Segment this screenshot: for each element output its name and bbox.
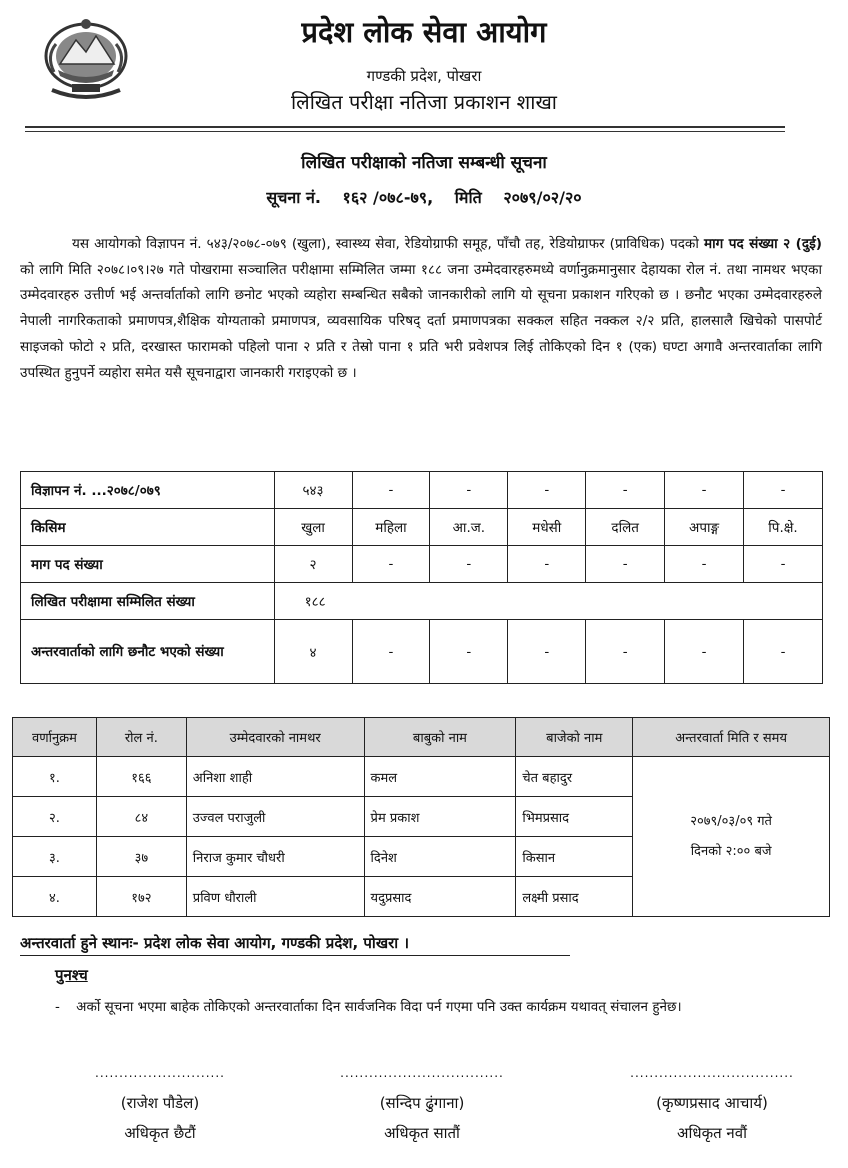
cell: - [430, 546, 508, 583]
signatory-post: अधिकृत सातौं [384, 1124, 460, 1142]
name-cell: निराज कुमार चौधरी [186, 837, 364, 877]
signatory-name: (राजेश पौडेल) [120, 1094, 200, 1112]
interview-time: दिनको २:०० बजे [690, 843, 772, 859]
summary-row-appeared [21, 583, 823, 620]
results-table [12, 717, 830, 917]
interview-datetime-cell [633, 757, 830, 917]
cell: मधेसी [508, 509, 586, 546]
signature-line: .................................. [340, 1066, 504, 1080]
row-label: विज्ञापन नं. ...२०७८/०७९ [21, 472, 275, 509]
cell: - [586, 620, 665, 684]
father-cell: दिनेश [364, 837, 516, 877]
row-label: किसिम [21, 509, 275, 546]
venue-value: प्रदेश लोक सेवा आयोग, गण्डकी प्रदेश, पोखरा । [143, 934, 410, 952]
cell: महिला [352, 509, 430, 546]
notice-date: २०७९/०२/२० [503, 188, 582, 207]
signatory-name: (कृष्णप्रसाद आचार्य) [656, 1094, 768, 1112]
cell: २ [274, 546, 352, 583]
cell: ४ [274, 620, 352, 684]
serial-cell: २. [13, 797, 97, 837]
signatory-block [50, 1058, 270, 1148]
cell: १८८ [274, 583, 822, 620]
notice-body [20, 232, 822, 386]
summary-row-type [21, 509, 823, 546]
cell: दलित [586, 509, 665, 546]
row-label: लिखित परीक्षामा सम्मिलित संख्या [21, 583, 275, 620]
cell: - [744, 472, 823, 509]
branch-title: लिखित परीक्षा नतिजा प्रकाशन शाखा [291, 90, 557, 114]
header-divider-thin [25, 131, 785, 132]
bullet: - [55, 999, 60, 1015]
father-cell: यदुप्रसाद [364, 877, 516, 917]
column-header: बाजेको नाम [516, 718, 633, 757]
org-title: प्रदेश लोक सेवा आयोग [301, 15, 547, 49]
header-divider [25, 126, 785, 128]
grandfather-cell: भिमप्रसाद [516, 797, 633, 837]
father-cell: कमल [364, 757, 516, 797]
cell: खुला [274, 509, 352, 546]
cell: - [352, 472, 430, 509]
column-header: वर्णानुक्रम [13, 718, 97, 757]
grandfather-cell: लक्ष्मी प्रसाद [516, 877, 633, 917]
cell: - [744, 620, 823, 684]
summary-row-selected [21, 620, 823, 684]
cell: - [586, 472, 665, 509]
notice-date-label: मिति [454, 188, 482, 207]
roll-cell: १७२ [96, 877, 186, 917]
notice-number-label: सूचना नं. [266, 188, 321, 207]
serial-cell: ४. [13, 877, 97, 917]
signature-line: ........................... [95, 1066, 225, 1080]
cell: - [665, 620, 744, 684]
signatory-post: अधिकृत नवौं [677, 1124, 747, 1142]
roll-cell: ८४ [96, 797, 186, 837]
postscript-item [55, 997, 682, 1015]
summary-row-advertisement [21, 472, 823, 509]
grandfather-cell: किसान [516, 837, 633, 877]
row-label: अन्तरवार्ताको लागि छनौट भएको संख्या [21, 620, 275, 684]
name-cell: प्रविण धौराली [186, 877, 364, 917]
cell: - [586, 546, 665, 583]
father-cell: प्रेम प्रकाश [364, 797, 516, 837]
column-header: अन्तरवार्ता मिति र समय [633, 718, 830, 757]
column-header: बाबुको नाम [364, 718, 516, 757]
cell: अपाङ्ग [665, 509, 744, 546]
notice-number: १६२ /०७८-७९, [342, 188, 434, 207]
cell: - [352, 546, 430, 583]
cell: - [744, 546, 823, 583]
signatory-name: (सन्दिप ढुंगाना) [379, 1094, 465, 1112]
body-text-part1: यस आयोगको विज्ञापन नं. ५४३/२०७८-०७९ (खुला), स्वास्थ्य सेवा, रेडियोग्राफी समूह, पाँचौ तह, रेडियोग्राफर (प्राविधिक) पदको [72, 236, 704, 252]
grandfather-cell: चेत बहादुर [516, 757, 633, 797]
cell: आ.ज. [430, 509, 508, 546]
row-label: माग पद संख्या [21, 546, 275, 583]
table-row [13, 757, 830, 797]
cell: - [430, 620, 508, 684]
roll-cell: ३७ [96, 837, 186, 877]
column-header: उम्मेदवारको नामथर [186, 718, 364, 757]
summary-row-posts [21, 546, 823, 583]
signatory-post: अधिकृत छैटौं [124, 1124, 196, 1142]
signatory-block [602, 1058, 822, 1148]
cell: - [508, 546, 586, 583]
venue-underline [20, 955, 570, 956]
cell: - [508, 472, 586, 509]
cell: - [665, 472, 744, 509]
body-text-bold: माग पद संख्या २ (दुई) [703, 236, 822, 252]
cell: - [352, 620, 430, 684]
signature-line: .................................. [630, 1066, 794, 1080]
serial-cell: १. [13, 757, 97, 797]
cell: ५४३ [274, 472, 352, 509]
cell: - [665, 546, 744, 583]
name-cell: अनिशा शाही [186, 757, 364, 797]
serial-cell: ३. [13, 837, 97, 877]
postscript-title: पुनश्च [55, 966, 88, 984]
venue-label: अन्तरवार्ता हुने स्थानः- [20, 934, 139, 952]
interview-date: २०७९/०३/०९ गते [690, 813, 772, 829]
notice-reference [0, 186, 848, 208]
cell: - [430, 472, 508, 509]
summary-table [20, 471, 823, 684]
postscript-text: अर्को सूचना भएमा बाहेक तोकिएको अन्तरवार्ताका दिन सार्वजनिक विदा पर्न गएमा पनि उक्त कार्यक्रम यथावत् संचालन हुनेछ। [76, 999, 682, 1015]
cell: पि.क्षे. [744, 509, 823, 546]
roll-cell: १६६ [96, 757, 186, 797]
body-text-part2: को लागि मिति २०७८।०९।२७ गते पोखरामा सञ्चालित परीक्षामा सम्मिलित जम्मा १८८ जना उम्मेदवारहरुमध्ये वर्णानुक्रमानुसार देहायका रोल नं. तथा नामथर भएका उम्मेदवारहरु उत्तीर्ण भई अन्तर्वार्ताको लागि छनोट भएको व्यहोरा सम्बन्धित सबैको जानकारीको लागि यो सूचना प्रकाशन गरिएको छ । छनौट भएका उम्मेदवारहरुले नेपाली नागरिकताको प्रमाणपत्र,शैक्षिक योग्यताको प्रमाणपत्र, व्यवसायिक परिषद् दर्ता प्रमाणपत्रका सक्कल सहित नक्कल २/२ प्रति, हालसालै खिचेको पासपोर्ट साइजको फोटो २ प्रति, दरखास्त फारामको पहिलो पाना २ प्रति र तेस्रो पाना १ प्रति भरी प्रवेशपत्र लिई तोकिएको दिन १ (एक) घण्टा अगावै अन्तरवार्ताका लागि उपस्थित हुनुपर्ने व्यहोरा समेत यसै सूचनाद्वारा जानकारी गराइएको छ । [20, 261, 822, 381]
name-cell: उज्वल पराजुली [186, 797, 364, 837]
org-subtitle: गण्डकी प्रदेश, पोखरा [366, 67, 482, 85]
cell: - [508, 620, 586, 684]
results-header-row [13, 718, 830, 757]
column-header: रोल नं. [96, 718, 186, 757]
interview-venue [20, 933, 409, 953]
signatory-block [312, 1058, 532, 1148]
notice-title: लिखित परीक्षाको नतिजा सम्बन्धी सूचना [301, 153, 547, 173]
